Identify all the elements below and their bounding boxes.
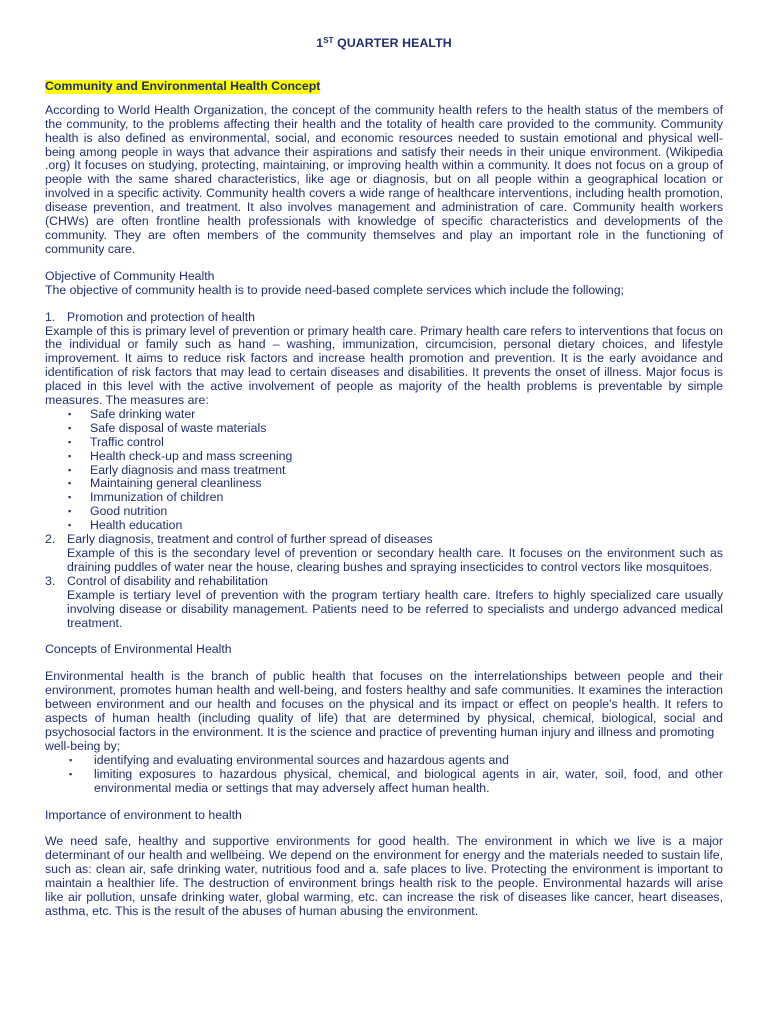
list-item: ▪ Early diagnosis and mass treatment (68, 462, 286, 477)
item-number: 1. (45, 309, 56, 324)
env-wellbeing: well-being by; (45, 738, 121, 753)
list-item: ▪ Good nutrition (68, 504, 168, 519)
objective-list-continued (45, 533, 723, 630)
bullet-icon: ▪ (68, 408, 72, 419)
page-title (45, 37, 723, 51)
item-title: Early diagnosis, treatment and control of further spread of diseases (67, 532, 433, 547)
item-title: Promotion and protection of health (67, 309, 255, 324)
list-item: ▪ Health check-up and mass screening (68, 448, 293, 463)
item-number: 3. (45, 573, 56, 588)
title-ordinal: ST (323, 36, 334, 45)
objective-item (45, 533, 723, 575)
objective-heading: Objective of Community Health (45, 268, 215, 283)
list-item: ▪ Safe drinking water (68, 406, 196, 421)
importance-heading: Importance of environment to health (45, 807, 242, 822)
list-item: ▪ limiting exposures to hazardous physical, chemical, and biological agents in air, water, soil, food, and other environmental media or settings that may adversely affect human health. (69, 766, 723, 795)
bullet-icon: ▪ (68, 422, 72, 433)
list-item: ▪ Maintaining general cleanliness (68, 476, 262, 491)
title-text: QUARTER HEALTH (333, 36, 452, 50)
bullet-icon: ▪ (68, 520, 72, 531)
objective-item (45, 311, 723, 325)
env-heading: Concepts of Environmental Health (45, 642, 232, 657)
list-item: ▪ identifying and evaluating environmental sources and hazardous agents and (69, 752, 509, 767)
bullet-icon: ▪ (68, 450, 72, 461)
measures-list (45, 408, 723, 533)
env-bullet-list (45, 754, 723, 796)
bullet-icon: ▪ (68, 478, 72, 489)
item-body: Example is tertiary level of prevention with the program tertiary health care. Itrefers to highly specialized care usually involving disease or disability management. Patients need to be referred to specialists and undergo advanced medical treatment. (67, 587, 723, 630)
item-body: Example of this is primary level of prevention or primary health care. Primary health care refers to interventions that focus on the individual or family such as hand – washing, immunization, circumcision, personal dietary choices, and lifestyle improvement. It aims to reduce risk factors and increase health promotion and prevention. It is the early avoidance and identification of risk factors that may lead to certain diseases and disabilities. It prevents the onset of illness. Major focus is placed in this level with the active involvement of people as majority of the health problems is preventable by simple measures. The measures are: (45, 323, 723, 408)
bullet-icon: ▪ (69, 768, 73, 779)
list-item: ▪ Safe disposal of waste materials (68, 420, 267, 435)
item-number: 2. (45, 532, 56, 547)
objective-lead: The objective of community health is to provide need-based complete services which include the following; (45, 282, 624, 297)
intro-paragraph: According to World Health Organization, the concept of the community health refers to the health status of the members of the community, to the problems affecting their health and the totality of health care provided to the community. Community health is also defined as environmental, social, and economic resources needed to sustain emotional and physical well-being among people in ways that advance their aspirations and satisfy their needs in their unique environment. (Wikipedia .org) It focuses on studying, protecting, maintaining, or improving health within a community. It does not focus on a group of people with the same shared characteristics, like age or diagnosis, but on all people within a geographical location or involved in a specific activity. Community health covers a wide range of healthcare interventions, including health promotion, disease prevention, and treatment. It also involves management and administration of care. Community health workers (CHWs) are often frontline health professionals with knowledge of specific characteristics and developments of the community. They are often members of the community themselves and play an important role in the functioning of community care. (45, 102, 723, 256)
list-item: ▪ Traffic control (68, 434, 164, 449)
importance-paragraph: We need safe, healthy and supportive environments for good health. The environment in which we live is a major determinant of our health and wellbeing. We depend on the environment for energy and the materials needed to sustain life, such as: clean air, safe drinking water, nutritious food and a. safe places to live. Protecting the environment is important to maintain a healthier life. The destruction of environment brings health risk to the people. Environmental hazards will arise like air pollution, unsafe drinking water, global warming, etc. can increase the risk of diseases like cancer, heart diseases, asthma, etc. This is the result of the abuses of human abusing the environment. (45, 834, 723, 918)
list-item: ▪ Immunization of children (68, 490, 224, 505)
bullet-icon: ▪ (69, 754, 73, 765)
env-paragraph: Environmental health is the branch of public health that focuses on the interrelationships between people and their environment, promotes human health and well-being, and fosters healthy and safe communities. It examines the interaction between environment and our health and focuses on the physical and its impact or effect on people's health. It refers to aspects of human health (including quality of life) that are determined by physical, chemical, biological, social and psychosocial factors in the environment. It is the science and practice of preventing human injury and illness and promoting (45, 669, 723, 739)
section-heading-highlighted: Community and Environmental Health Concept (45, 78, 321, 93)
title-number: 1 (316, 36, 324, 50)
item-title: Control of disability and rehabilitation (67, 573, 268, 588)
bullet-icon: ▪ (68, 506, 72, 517)
item-body: Example of this is the secondary level of prevention or secondary health care. It focuses on the environment such as draining puddles of water near the house, clearing bushes and spraying insecticides to control vectors like mosquitoes. (67, 546, 723, 574)
bullet-icon: ▪ (68, 464, 72, 475)
bullet-icon: ▪ (68, 492, 72, 503)
objective-item (45, 575, 723, 631)
bullet-icon: ▪ (68, 436, 72, 447)
objective-list (45, 311, 723, 325)
list-item: ▪ Health education (68, 518, 183, 533)
